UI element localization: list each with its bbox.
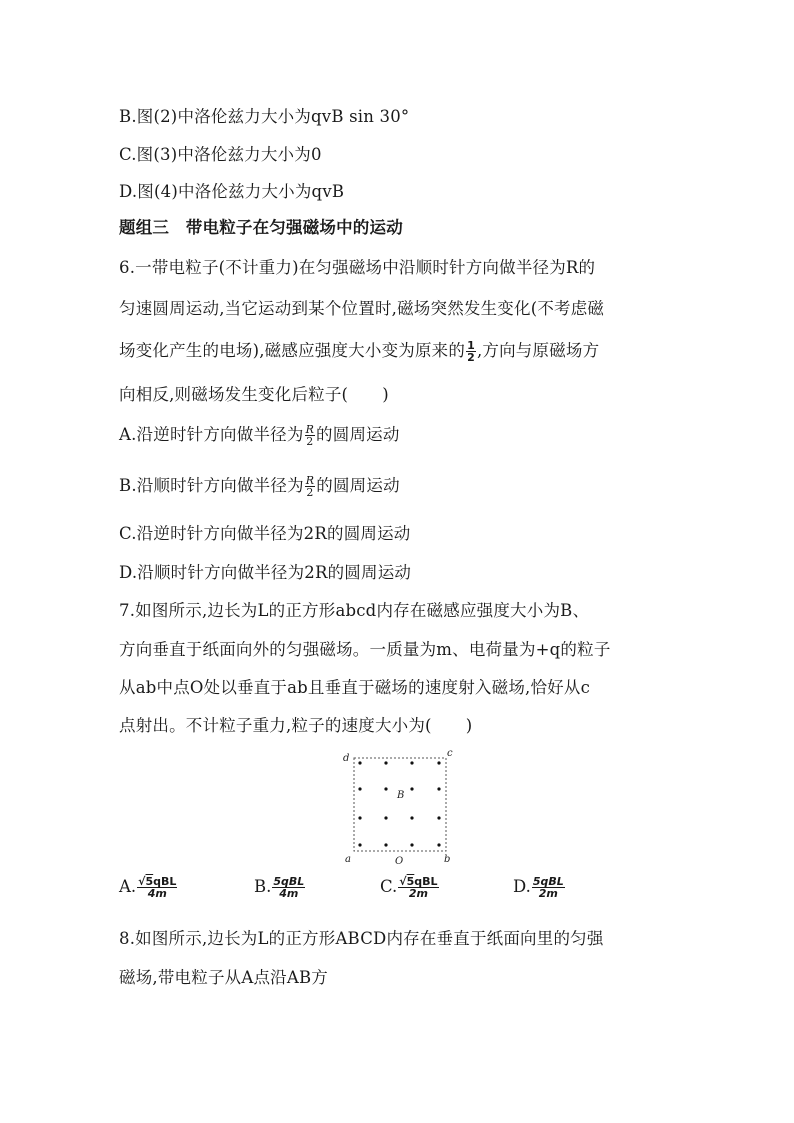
label-d: d (343, 753, 350, 764)
q6-line-3-text-b: ,方向与原磁场方 (476, 341, 600, 360)
fraction-r-over-2: $\frac{R}{2}$ (305, 423, 315, 448)
q7-magnetic-field-figure (340, 748, 460, 868)
fraction-option-c: $\frac{\text{√5qBL}}{2m}$ (399, 875, 438, 900)
q6-option-b: B.沿顺时针方向做半径为 $\frac{R}{2}$ 的圆周运动 (119, 474, 400, 499)
q7-option-a: A. $\frac{\text{√5qBL}}{4m}$ (119, 875, 177, 900)
q6-option-a: A.沿逆时针方向做半径为 $\frac{R}{2}$ 的圆周运动 (119, 423, 400, 448)
field-dots (358, 761, 440, 846)
q6-line-3 (119, 340, 599, 363)
q6-line-4: 向相反,则磁场发生变化后粒子( ) (119, 385, 389, 404)
q5-option-b: B.图(2)中洛伦兹力大小为qvB sin 30° (119, 107, 410, 126)
q7-line-3: 从ab中点O处以垂直于ab且垂直于磁场的速度射入磁场,恰好从c (119, 678, 591, 697)
label-b: b (444, 854, 451, 865)
q6-option-d: D.沿顺时针方向做半径为2R的圆周运动 (119, 563, 412, 582)
section-heading: 题组三 带电粒子在匀强磁场中的运动 (119, 218, 403, 237)
fraction-r-over-2: $\frac{R}{2}$ (305, 474, 315, 499)
fraction-one-half: $\frac{1}{2}$ (467, 339, 475, 364)
fraction-option-d: $\frac{\text{5qBL}}{2m}$ (532, 875, 564, 900)
fraction-option-b: $\frac{\text{5qBL}}{4m}$ (273, 875, 305, 900)
q5-option-c: C.图(3)中洛伦兹力大小为0 (119, 145, 322, 164)
q7-line-2: 方向垂直于纸面向外的匀强磁场。一质量为m、电荷量为+q的粒子 (119, 640, 611, 659)
q6-line-2: 匀速圆周运动,当它运动到某个位置时,磁场突然发生变化(不考虑磁 (119, 299, 605, 318)
q5-option-d: D.图(4)中洛伦兹力大小为qvB (119, 182, 345, 201)
q8-line-1: 8.如图所示,边长为L的正方形ABCD内存在垂直于纸面向里的匀强 (119, 929, 604, 948)
q7-line-4: 点射出。不计粒子重力,粒子的速度大小为( ) (119, 716, 473, 735)
q6-line-3-text-a: 场变化产生的电场),磁感应强度大小变为原来的 (119, 341, 466, 360)
label-c: c (447, 748, 453, 759)
label-a: a (345, 854, 351, 865)
fraction-option-a: $\frac{\text{√5qBL}}{4m}$ (138, 875, 177, 900)
label-o: O (395, 856, 404, 867)
q8-line-2: 磁场,带电粒子从A点沿AB方 (119, 968, 329, 987)
q7-line-1: 7.如图所示,边长为L的正方形abcd内存在磁感应强度大小为B、 (119, 601, 590, 620)
q7-option-d: D. $\frac{\text{5qBL}}{2m}$ (513, 875, 564, 900)
q7-option-b: B. $\frac{\text{5qBL}}{4m}$ (254, 875, 305, 900)
q7-option-c: C. $\frac{\text{√5qBL}}{2m}$ (380, 875, 438, 900)
q6-line-4-text: 向相反,则磁场发生变化后粒子( (119, 385, 349, 404)
q6-option-c: C.沿逆时针方向做半径为2R的圆周运动 (119, 524, 411, 543)
q6-line-1: 6.一带电粒子(不计重力)在匀强磁场中沿顺时针方向做半径为R的 (119, 258, 596, 277)
square-field-region (354, 758, 446, 851)
label-field-b: B (397, 790, 405, 801)
